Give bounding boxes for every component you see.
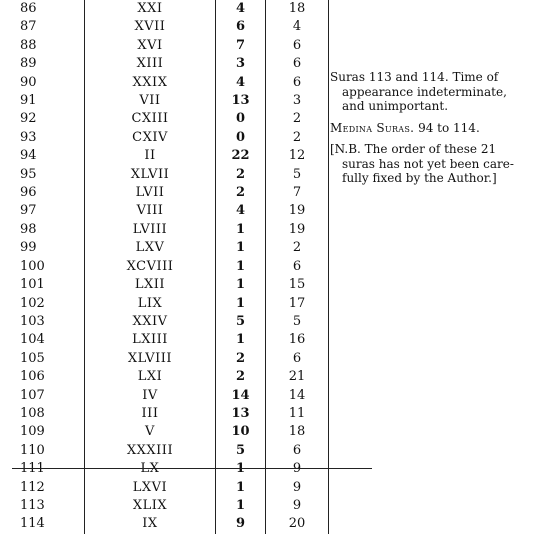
count-a-cell: 2 <box>235 185 246 201</box>
count-b-cell: 17 <box>266 295 329 313</box>
sura-number-cell: 101 <box>20 277 45 293</box>
table-row <box>20 184 329 202</box>
table-row <box>20 18 329 36</box>
table-row <box>20 37 329 55</box>
roman-numeral-cell: LVIII <box>85 221 216 239</box>
count-b-cell: 6 <box>266 442 329 460</box>
table-row <box>20 276 329 294</box>
table-row <box>20 221 329 239</box>
sura-number-cell: 114 <box>20 516 45 532</box>
roman-numeral-cell: XLIX <box>85 497 216 515</box>
roman-numeral-cell: XLVII <box>85 166 216 184</box>
sura-number-cell: 95 <box>20 166 37 182</box>
table-row <box>20 497 329 515</box>
nb-note-line2: suras has not yet been care- <box>342 156 514 171</box>
count-b-cell: 2 <box>266 239 329 257</box>
sura-number-cell: 90 <box>20 74 37 90</box>
count-a-cell: 7 <box>235 37 246 53</box>
count-a-cell: 22 <box>231 148 250 164</box>
count-a-cell: 4 <box>235 1 246 16</box>
count-b-cell: 12 <box>266 147 329 165</box>
count-a-cell: 10 <box>231 424 250 440</box>
table-row <box>20 147 329 165</box>
count-b-cell: 6 <box>266 350 329 368</box>
roman-numeral-cell: XVI <box>85 37 216 55</box>
count-a-cell: 1 <box>235 332 246 348</box>
count-a-cell: 2 <box>235 350 246 366</box>
count-a-cell: 1 <box>235 258 246 274</box>
sura-number-cell: 111 <box>20 461 45 477</box>
count-b-cell: 16 <box>266 331 329 349</box>
sura-number-cell: 92 <box>20 111 37 127</box>
count-b-cell: 5 <box>266 166 329 184</box>
count-a-cell: 14 <box>231 387 250 403</box>
table-row <box>20 129 329 147</box>
roman-numeral-cell: XXXIII <box>85 442 216 460</box>
count-b-cell: 21 <box>266 368 329 386</box>
nb-note-line1: [N.B. The order of these 21 <box>330 142 497 156</box>
roman-numeral-cell: XXIX <box>85 74 216 92</box>
table-row <box>20 405 329 423</box>
count-b-cell: 6 <box>266 55 329 73</box>
count-a-cell: 0 <box>235 111 246 127</box>
sura-number-cell: 110 <box>20 442 45 458</box>
count-a-cell: 4 <box>235 203 246 219</box>
roman-numeral-cell: VIII <box>85 202 216 220</box>
table-row <box>20 55 329 73</box>
count-b-cell: 5 <box>266 313 329 331</box>
count-b-cell: 20 <box>266 515 329 533</box>
sura-number-cell: 89 <box>20 56 37 72</box>
sura-number-cell: 96 <box>20 185 37 201</box>
sura-number-cell: 102 <box>20 295 45 311</box>
sura-number-cell: 88 <box>20 37 37 53</box>
roman-numeral-cell: V <box>85 423 216 441</box>
count-b-cell: 14 <box>266 387 329 405</box>
roman-numeral-cell: XVII <box>85 18 216 36</box>
sura-number-cell: 108 <box>20 405 45 421</box>
count-a-cell: 1 <box>235 479 246 495</box>
sura-number-cell: 109 <box>20 424 45 440</box>
count-b-cell: 11 <box>266 405 329 423</box>
roman-numeral-cell: XXIV <box>85 313 216 331</box>
roman-numeral-cell: XIII <box>85 55 216 73</box>
sura-number-cell: 112 <box>20 479 45 495</box>
sura-number-cell: 91 <box>20 93 37 109</box>
table-row <box>20 479 329 497</box>
count-a-cell: 1 <box>235 295 246 311</box>
count-a-cell: 0 <box>235 129 246 145</box>
count-b-cell: 2 <box>266 110 329 128</box>
table-row <box>20 515 329 533</box>
sura-number-cell: 99 <box>20 240 37 256</box>
table-row <box>20 239 329 257</box>
table-row <box>20 110 329 128</box>
roman-numeral-cell: IX <box>85 515 216 533</box>
roman-numeral-cell: LXIII <box>85 331 216 349</box>
sura-number-cell: 86 <box>20 1 37 16</box>
count-b-cell: 18 <box>266 423 329 441</box>
sura-number-cell: 100 <box>20 258 45 274</box>
count-b-cell: 6 <box>266 74 329 92</box>
count-b-cell: 6 <box>266 37 329 55</box>
count-b-cell: 6 <box>266 258 329 276</box>
note-time-line3: and unimportant. <box>342 99 449 113</box>
sura-number-cell: 94 <box>20 148 37 164</box>
roman-numeral-cell: LXII <box>85 276 216 294</box>
count-a-cell: 3 <box>235 56 246 72</box>
notes-column <box>330 70 550 186</box>
table-row <box>20 331 329 349</box>
count-b-cell: 9 <box>266 479 329 497</box>
roman-numeral-cell: II <box>85 147 216 165</box>
table-row <box>20 442 329 460</box>
roman-numeral-cell: XLVIII <box>85 350 216 368</box>
medina-range: 94 to 114. <box>418 120 480 135</box>
note-time-line2: appearance indeterminate, <box>342 84 507 99</box>
count-b-cell: 19 <box>266 202 329 220</box>
count-a-cell: 2 <box>235 166 246 182</box>
sura-number-cell: 93 <box>20 129 37 145</box>
table-row <box>20 368 329 386</box>
count-b-cell: 9 <box>266 460 329 478</box>
table-body <box>20 0 329 534</box>
table-row <box>20 74 329 92</box>
table-row <box>20 350 329 368</box>
sura-number-cell: 104 <box>20 332 45 348</box>
count-a-cell: 2 <box>235 369 246 385</box>
count-b-cell: 4 <box>266 18 329 36</box>
roman-numeral-cell: LXV <box>85 239 216 257</box>
roman-numeral-cell: LXVI <box>85 479 216 497</box>
nb-note-line3: fully fixed by the Author.] <box>342 171 497 185</box>
table-row <box>20 202 329 220</box>
count-a-cell: 1 <box>235 240 246 256</box>
count-a-cell: 5 <box>235 313 246 329</box>
roman-numeral-cell: LXI <box>85 368 216 386</box>
table-row <box>20 423 329 441</box>
count-a-cell: 9 <box>235 516 246 532</box>
count-a-cell: 13 <box>231 405 250 421</box>
count-b-cell: 2 <box>266 129 329 147</box>
count-a-cell: 4 <box>235 74 246 90</box>
table-row <box>20 166 329 184</box>
note-time-of-appearance: Suras 113 and 114. Time of <box>330 70 499 84</box>
count-a-cell: 1 <box>235 497 246 513</box>
sura-number-cell: 98 <box>20 221 37 237</box>
table-row <box>20 258 329 276</box>
sura-number-cell: 97 <box>20 203 37 219</box>
roman-numeral-cell: LX <box>85 460 216 478</box>
bottom-rule <box>12 468 372 469</box>
table-row <box>20 387 329 405</box>
count-b-cell: 3 <box>266 92 329 110</box>
sura-number-cell: 107 <box>20 387 45 403</box>
count-a-cell: 6 <box>235 19 246 35</box>
count-b-cell: 15 <box>266 276 329 294</box>
table-row <box>20 313 329 331</box>
roman-numeral-cell: IV <box>85 387 216 405</box>
count-b-cell: 9 <box>266 497 329 515</box>
roman-numeral-cell: III <box>85 405 216 423</box>
count-a-cell: 1 <box>235 221 246 237</box>
roman-numeral-cell: CXIII <box>85 110 216 128</box>
count-a-cell: 1 <box>235 461 246 477</box>
roman-numeral-cell: LIX <box>85 295 216 313</box>
table-row <box>20 460 329 478</box>
sura-order-table <box>20 0 329 534</box>
count-b-cell: 18 <box>266 0 329 18</box>
roman-numeral-cell: LVII <box>85 184 216 202</box>
table-row <box>20 0 329 18</box>
count-b-cell: 7 <box>266 184 329 202</box>
count-b-cell: 19 <box>266 221 329 239</box>
roman-numeral-cell: XXI <box>85 0 216 18</box>
table-row <box>20 295 329 313</box>
roman-numeral-cell: CXIV <box>85 129 216 147</box>
medina-label: Medina Suras. <box>330 120 415 135</box>
count-a-cell: 1 <box>235 277 246 293</box>
sura-number-cell: 106 <box>20 369 45 385</box>
medina-suras-heading <box>330 121 550 136</box>
roman-numeral-cell: VII <box>85 92 216 110</box>
count-a-cell: 5 <box>235 442 246 458</box>
sura-number-cell: 113 <box>20 497 45 513</box>
sura-number-cell: 87 <box>20 19 37 35</box>
sura-number-cell: 105 <box>20 350 45 366</box>
roman-numeral-cell: XCVIII <box>85 258 216 276</box>
sura-number-cell: 103 <box>20 313 45 329</box>
table-row <box>20 92 329 110</box>
count-a-cell: 13 <box>231 93 250 109</box>
